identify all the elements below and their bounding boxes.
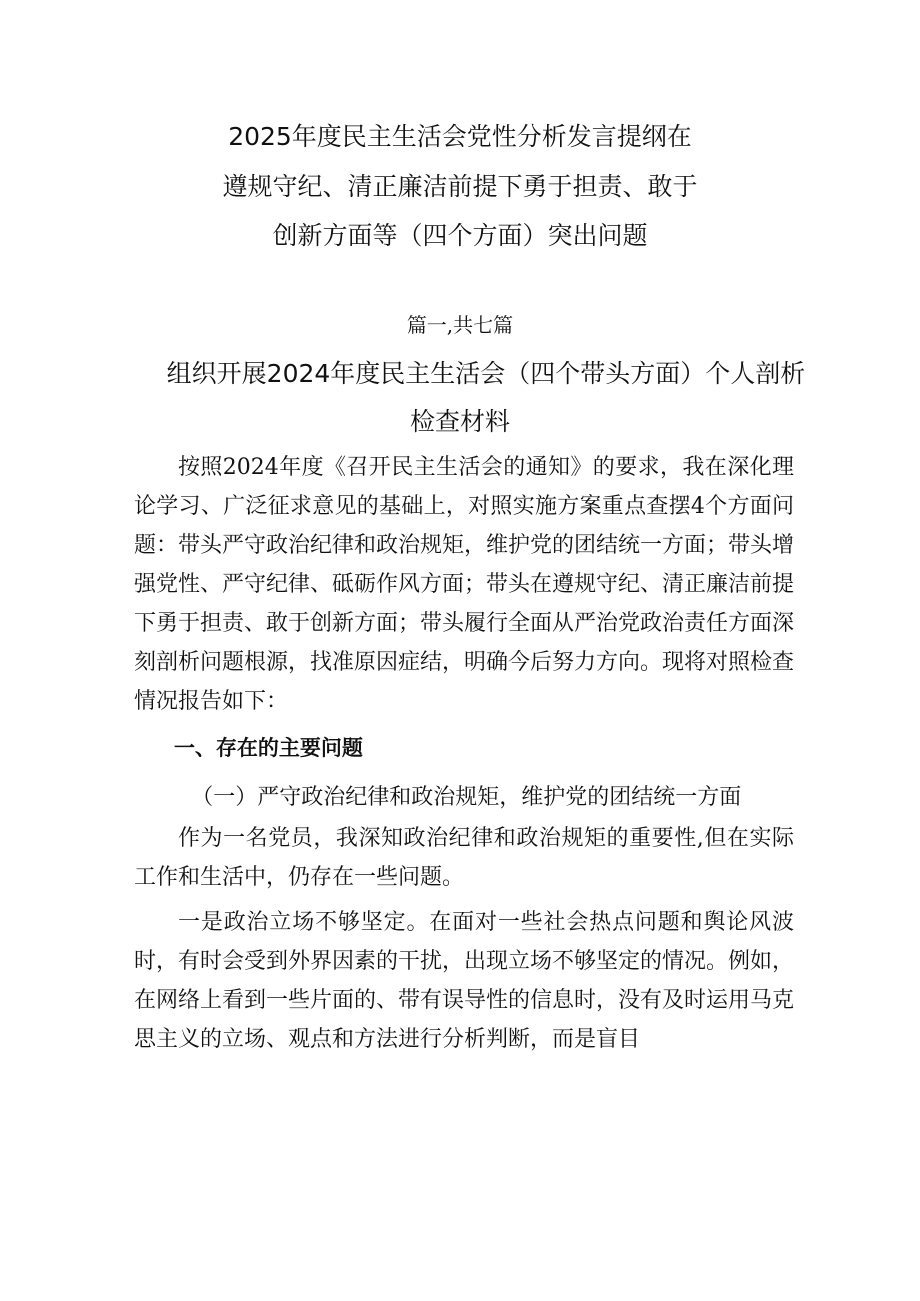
document-title-line-2: 遵规守纪、清正廉洁前提下勇于担责、敢于 bbox=[222, 172, 698, 201]
document-body bbox=[134, 448, 794, 1059]
body-paragraph: 一是政治立场不够坚定。在面对一些社会热点问题和舆论风波时，有时会受到外界因素的干扰，出现立场不够坚定的情况。例如，在网络上看到一些片面的、带有误导性的信息时，没有及时运用马克思主义的立场、观点和方法进行分析判断，而是盲目 bbox=[134, 910, 795, 1052]
subsection-heading: （一）严守政治纪律和政治规矩，维护党的团结统一方面 bbox=[191, 785, 742, 810]
body-paragraph: 作为一名党员，我深知政治纪律和政治规矩的重要性,但在实际工作和生活中，仍存在一些问题。 bbox=[134, 826, 794, 890]
subtitle-line-2: 检查材料 bbox=[409, 407, 510, 436]
subtitle-line-1: 组织开展2024年度民主生活会（四个带头方面）个人剖析 bbox=[166, 359, 806, 388]
document-title-line-3: 创新方面等（四个方面）突出问题 bbox=[272, 221, 648, 250]
series-label: 篇一,共七篇 bbox=[406, 313, 514, 337]
section-heading: 一、存在的主要问题 bbox=[173, 736, 363, 760]
document-title-line-1: 2025年度民主生活会党性分析发言提纲在 bbox=[228, 122, 692, 151]
intro-paragraph: 按照2024年度《召开民主生活会的通知》的要求，我在深化理论学习、广泛征求意见的基础上，对照实施方案重点查摆4个方面问题：带头严守政治纪律和政治规矩，维护党的团结统一方面；带头增强党性、严守纪律、砥砺作风方面；带头在遵规守纪、清正廉洁前提下勇于担责、敢于创新方面；带头履行全面从严治党政治责任方面深刻剖析问题根源，找准原因症结，明确今后努力方向。现将对照检查情况报告如下： bbox=[134, 455, 795, 714]
